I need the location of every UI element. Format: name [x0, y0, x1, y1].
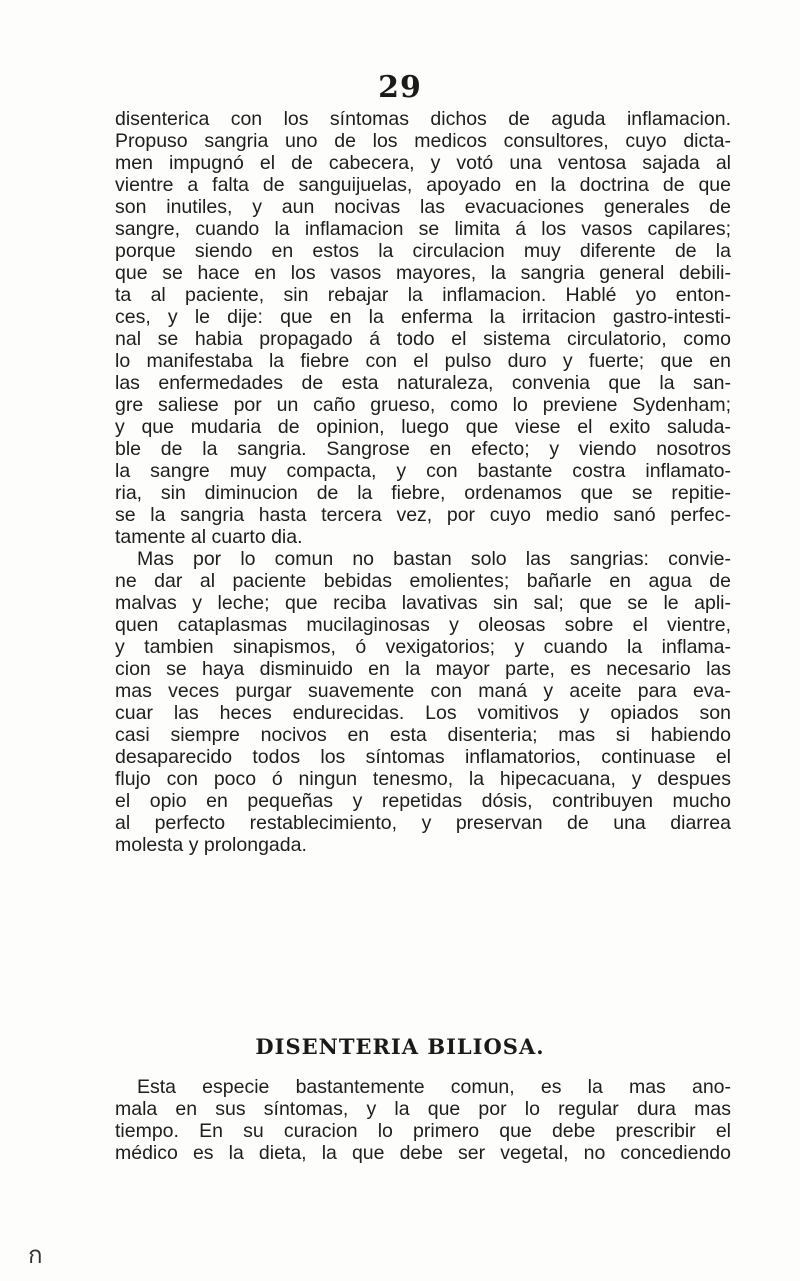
text-line: porque siendo en estos la circulacion muy diferente de la [115, 240, 731, 262]
body-text [115, 108, 731, 856]
text-line: cion se haya disminuido en la mayor parte, es necesario las [115, 658, 731, 680]
text-line: ces, y le dije: que en la enferma la irritacion gastro-intesti- [115, 306, 731, 328]
text-line: el opio en pequeñas y repetidas dósis, contribuyen mucho [115, 790, 731, 812]
text-line: desaparecido todos los síntomas inflamatorios, continuase el [115, 746, 731, 768]
text-line: la sangre muy compacta, y con bastante costra inflamato- [115, 460, 731, 482]
text-line: médico es la dieta, la que debe ser vegetal, no concediendo [115, 1142, 731, 1164]
text-line: men impugnó el de cabecera, y votó una ventosa sajada al [115, 152, 731, 174]
text-line: lo manifestaba la fiebre con el pulso duro y fuerte; que en [115, 350, 731, 372]
text-line: cuar las heces endurecidas. Los vomitivos y opiados son [115, 702, 731, 724]
text-line: vientre a falta de sanguijuelas, apoyado en la doctrina de que [115, 174, 731, 196]
text-line: Propuso sangria uno de los medicos consultores, cuyo dicta- [115, 130, 731, 152]
text-line: y tambien sinapismos, ó vexigatorios; y cuando la inflama- [115, 636, 731, 658]
section-heading: DISENTERIA BILIOSA. [255, 1034, 545, 1059]
text-line: ne dar al paciente bebidas emolientes; bañarle en agua de [115, 570, 731, 592]
margin-mark: ก [28, 1241, 43, 1269]
text-line: sangre, cuando la inflamacion se limita á los vasos capilares; [115, 218, 731, 240]
text-line: Mas por lo comun no bastan solo las sangrias: convie- [137, 548, 731, 570]
text-line: disenterica con los síntomas dichos de aguda inflamacion. [115, 108, 731, 130]
text-line: se la sangria hasta tercera vez, por cuyo medio sanó perfec- [115, 504, 731, 526]
page-number: 29 [378, 70, 422, 105]
text-line: nal se habia propagado á todo el sistema circulatorio, como [115, 328, 731, 350]
text-line: mas veces purgar suavemente con maná y aceite para eva- [115, 680, 731, 702]
text-line: las enfermedades de esta naturaleza, convenia que la san- [115, 372, 731, 394]
text-line: Esta especie bastantemente comun, es la mas ano- [137, 1076, 731, 1098]
text-line: casi siempre nocivos en esta disenteria; mas si habiendo [115, 724, 731, 746]
text-line: quen cataplasmas mucilaginosas y oleosas sobre el vientre, [115, 614, 731, 636]
text-line: mala en sus síntomas, y la que por lo regular dura mas [115, 1098, 731, 1120]
text-line: flujo con poco ó ningun tenesmo, la hipecacuana, y despues [115, 768, 731, 790]
body-text-continued [115, 1076, 731, 1164]
text-line: ria, sin diminucion de la fiebre, ordenamos que se repitie- [115, 482, 731, 504]
text-line: tiempo. En su curacion lo primero que debe prescribir el [115, 1120, 731, 1142]
text-line: tamente al cuarto dia. [115, 526, 303, 548]
text-line: son inutiles, y aun nocivas las evacuaciones generales de [115, 196, 731, 218]
text-line: al perfecto restablecimiento, y preservan de una diarrea [115, 812, 731, 834]
text-line: ta al paciente, sin rebajar la inflamacion. Hablé yo enton- [115, 284, 731, 306]
text-line: gre saliese por un caño grueso, como lo previene Sydenham; [115, 394, 731, 416]
text-line: malvas y leche; que reciba lavativas sin sal; que se le apli- [115, 592, 731, 614]
text-line: ble de la sangria. Sangrose en efecto; y viendo nosotros [115, 438, 731, 460]
text-line: molesta y prolongada. [115, 834, 307, 856]
text-line: y que mudaria de opinion, luego que viese el exito saluda- [115, 416, 731, 438]
text-line: que se hace en los vasos mayores, la sangria general debili- [115, 262, 731, 284]
